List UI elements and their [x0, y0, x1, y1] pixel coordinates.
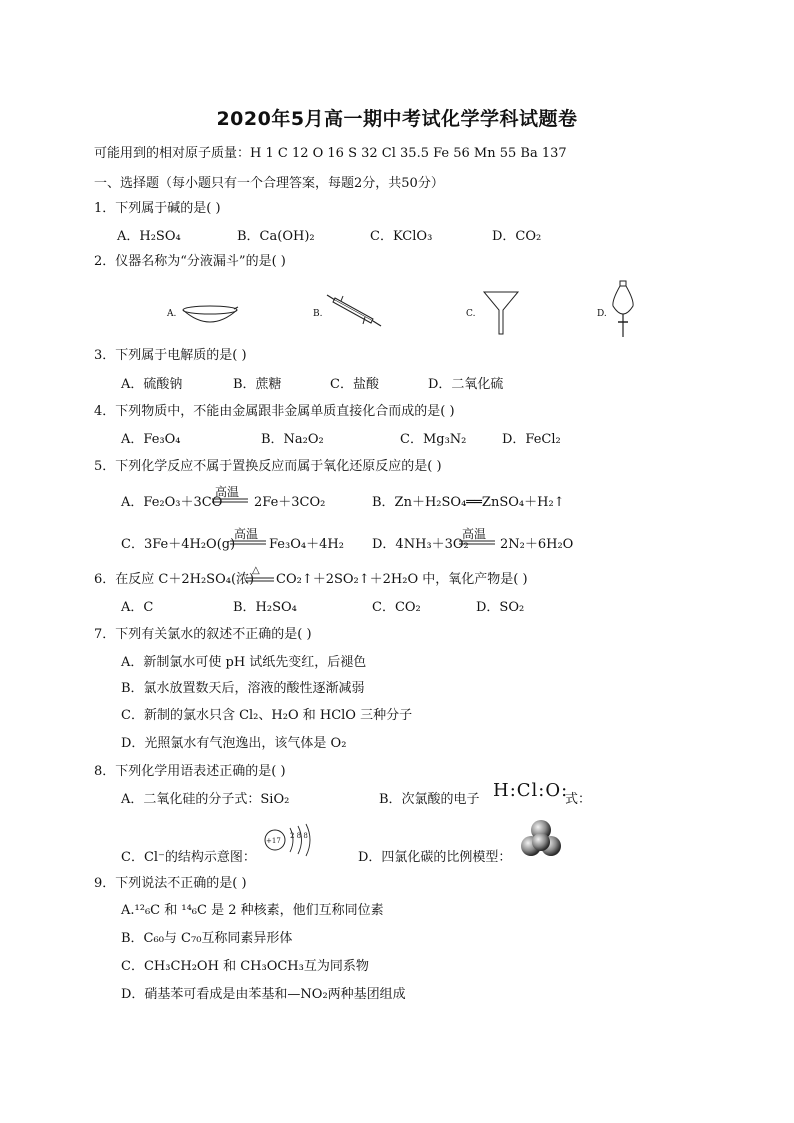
- q7-stem: 7．下列有关氯水的叙述不正确的是( ): [94, 627, 312, 642]
- q3-stem: 3．下列属于电解质的是( ): [94, 348, 247, 363]
- q5-option-d-left: D．4NH₃＋3O₂: [372, 537, 469, 552]
- q6-option-c: C．CO₂: [372, 600, 421, 615]
- q8-option-b-left: B．次氯酸的电子: [379, 792, 480, 807]
- q4-option-d: D．FeCl₂: [502, 432, 561, 447]
- q5-option-a-left: A．Fe₂O₃＋3CO: [121, 495, 223, 510]
- q7-option-d: D．光照氯水有气泡逸出，该气体是 O₂: [121, 736, 347, 751]
- q9-option-b: B．C₆₀与 C₇₀互称同素异形体: [121, 931, 293, 946]
- q6-stem-right: CO₂↑＋2SO₂↑＋2H₂O 中，氧化产物是( ): [276, 572, 528, 587]
- q2-label-d: D.: [597, 309, 607, 319]
- q8-option-b-right: 式：: [565, 792, 592, 807]
- q8-option-c: C．Cl⁻的结构示意图：: [121, 850, 256, 865]
- q9-option-c: C．CH₃CH₂OH 和 CH₃OCH₃互为同系物: [121, 959, 369, 974]
- q2-label-c: C.: [466, 309, 476, 319]
- q5-d-condition: 高温: [462, 527, 487, 541]
- q4-option-b: B．Na₂O₂: [261, 432, 324, 447]
- q5-option-b: B．Zn＋H₂SO₄══ZnSO₄＋H₂↑: [372, 495, 565, 510]
- q1-option-b: B．Ca(OH)₂: [237, 229, 315, 244]
- q4-stem: 4．下列物质中，不能由金属跟非金属单质直接化合而成的是( ): [94, 404, 455, 419]
- section-heading: 一、选择题（每小题只有一个合理答案，每题2分，共50分）: [94, 176, 444, 191]
- q6-option-b: B．H₂SO₄: [233, 600, 297, 615]
- q1-option-a: A．H₂SO₄: [117, 229, 181, 244]
- q1-option-d: D．CO₂: [492, 229, 542, 244]
- q2-label-b: B.: [313, 309, 323, 319]
- q4-option-a: A．Fe₃O₄: [121, 432, 181, 447]
- evaporating-dish-icon: [180, 302, 240, 328]
- q5-option-c-right: Fe₃O₄＋4H₂: [269, 537, 344, 552]
- q9-stem: 9．下列说法不正确的是( ): [94, 876, 247, 891]
- exam-title: 2020年5月高一期中考试化学学科试题卷: [216, 108, 578, 130]
- cl-ion-structure-diagram: [262, 822, 322, 866]
- q6-option-d: D．SO₂: [476, 600, 525, 615]
- q5-option-a-right: 2Fe＋3CO₂: [254, 495, 326, 510]
- equals-arrow-icon: [212, 498, 248, 504]
- q6-stem-left: 6．在反应 C＋2H₂SO₄(浓): [94, 572, 255, 587]
- q5-stem: 5．下列化学反应不属于置换反应而属于氧化还原反应的是( ): [94, 459, 442, 474]
- q6-condition: △: [252, 565, 260, 576]
- cl-nucleus-label: +17: [266, 837, 281, 845]
- q2-label-a: A.: [167, 309, 177, 319]
- q7-option-c: C．新制的氯水只含 Cl₂、H₂O 和 HClO 三种分子: [121, 708, 413, 723]
- q3-option-b: B．蔗糖: [233, 377, 282, 392]
- q8-option-a: A．二氧化硅的分子式：SiO₂: [121, 792, 290, 807]
- q4-option-c: C．Mg₃N₂: [400, 432, 467, 447]
- q5-c-condition: 高温: [234, 527, 259, 541]
- q6-option-a: A．C: [121, 600, 154, 615]
- q5-option-c-left: C．3Fe＋4H₂O(g): [121, 537, 236, 552]
- funnel-icon: [482, 290, 520, 336]
- q8-option-d: D．四氯化碳的比例模型：: [358, 850, 512, 865]
- q3-option-a: A．硫酸钠: [121, 377, 183, 392]
- cl-shell-electrons: 2 8 8: [290, 832, 308, 840]
- q8-stem: 8．下列化学用语表述正确的是( ): [94, 764, 286, 779]
- equals-arrow-icon: [459, 540, 495, 546]
- hclo-electron-formula: H:Cl:O:: [493, 780, 569, 801]
- q2-stem: 2．仪器名称为“分液漏斗”的是( ): [94, 254, 286, 269]
- q3-option-c: C．盐酸: [330, 377, 379, 392]
- q5-a-condition: 高温: [215, 485, 240, 499]
- q9-option-d: D．硝基苯可看成是由苯基和—NO₂两种基团组成: [121, 987, 406, 1002]
- q1-option-c: C．KClO₃: [370, 229, 433, 244]
- q5-option-d-right: 2N₂＋6H₂O: [500, 537, 574, 552]
- equals-arrow-icon: [230, 540, 266, 546]
- q1-stem: 1．下列属于碱的是( ): [94, 201, 221, 216]
- q7-option-a: A．新制氯水可使 pH 试纸先变红，后褪色: [121, 655, 367, 670]
- q3-option-d: D．二氧化硫: [428, 377, 504, 392]
- ccl4-space-filling-model-icon: [521, 820, 561, 860]
- separatory-funnel-icon: [610, 280, 636, 340]
- condenser-icon: [325, 292, 383, 330]
- atomic-masses: 可能用到的相对原子质量：H 1 C 12 O 16 S 32 Cl 35.5 Fe 56 Mn 55 Ba 137: [94, 146, 567, 161]
- equals-arrow-icon: [246, 577, 274, 583]
- q7-option-b: B．氯水放置数天后，溶液的酸性逐渐减弱: [121, 681, 365, 696]
- q9-option-a: A.¹²₆C 和 ¹⁴₆C 是 2 种核素，他们互称同位素: [121, 903, 384, 918]
